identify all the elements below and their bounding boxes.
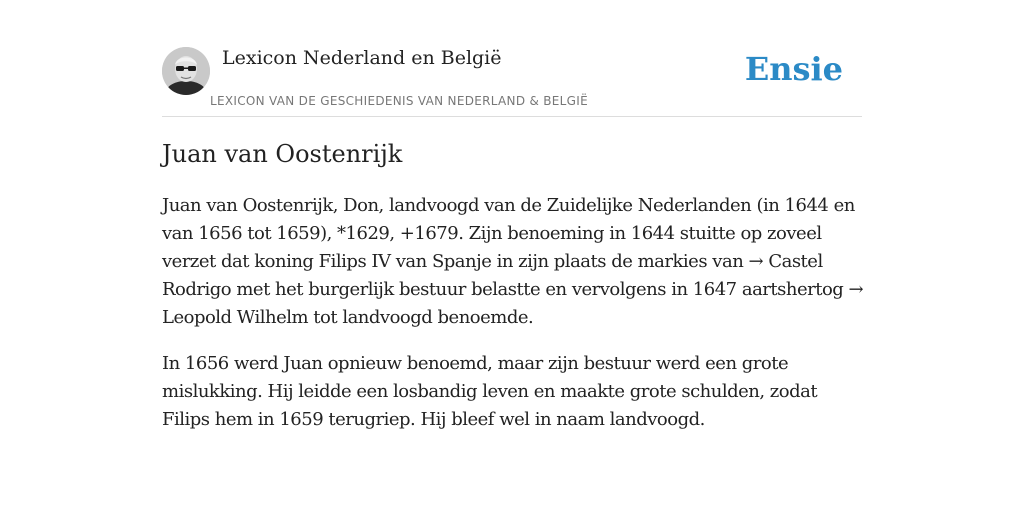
site-title-link[interactable]: Lexicon Nederland en België	[222, 47, 502, 69]
author-avatar[interactable]	[162, 47, 210, 95]
header	[162, 0, 862, 117]
article-paragraph: In 1656 werd Juan opnieuw benoemd, maar zijn bestuur werd een grote mislukking. Hij leidde een losbandig leven en maakte grote schulden, zodat Filips hem in 1659 terugriep. Hij bleef wel in naam landvoogd.	[162, 353, 818, 430]
site-subtitle: LEXICON VAN DE GESCHIEDENIS VAN NEDERLAND & BELGIË	[210, 94, 588, 108]
article-body	[162, 192, 864, 452]
article-paragraph: Juan van Oostenrijk, Don, landvoogd van de Zuidelijke Nederlanden (in 1644 en van 1656 tot 1659), *1629, +1679. Zijn benoeming in 1644 stuitte op zoveel verzet dat koning Filips IV van Spanje in zijn plaats de markies van → Castel Rodrigo met het burgerlijk bestuur belastte en vervolgens in 1647 aartshertog → Leopold Wilhelm tot landvoogd benoemde.	[162, 195, 864, 328]
avatar-portrait-icon	[162, 47, 210, 95]
ensie-logo-link[interactable]: Ensie	[744, 50, 843, 88]
page-container	[162, 0, 864, 430]
article-title: Juan van Oostenrijk	[162, 140, 403, 168]
